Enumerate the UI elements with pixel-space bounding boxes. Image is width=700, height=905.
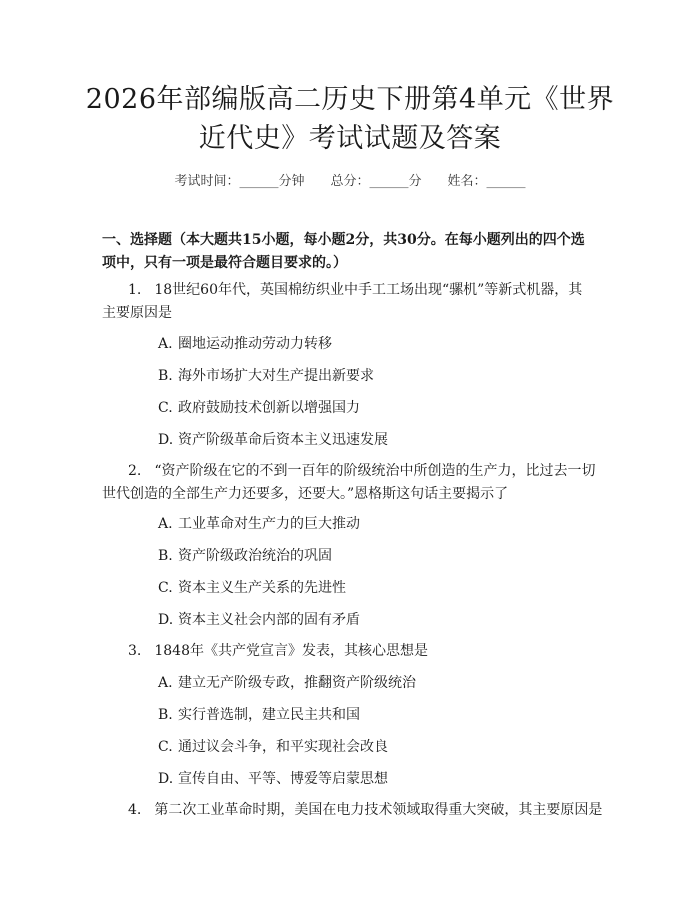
- question-2-option-b: B. 资产阶级政治统治的巩固: [158, 548, 332, 564]
- section-heading-line1: 一、选择题（本大题共15小题，每小题2分，共30分。在每小题列出的四个选: [102, 232, 585, 248]
- question-2-stem: [102, 460, 622, 506]
- document-title-line1: 2026年部编版高二历史下册第4单元《世界: [85, 84, 615, 115]
- section-heading-line2: 项中，只有一项是最符合题目要求的。）: [102, 255, 347, 271]
- question-3-option-c: C. 通过议会斗争，和平实现社会改良: [158, 739, 388, 755]
- question-3-option-b: B. 实行普选制，建立民主共和国: [158, 707, 360, 723]
- question-3-option-a: A. 建立无产阶级专政，推翻资产阶级统治: [158, 675, 416, 691]
- question-3-stem: [102, 640, 622, 663]
- question-number: 1.: [128, 282, 142, 298]
- question-2-option-a: A. 工业革命对生产力的巨大推动: [158, 516, 360, 532]
- question-2-option-c: C. 资本主义生产关系的先进性: [158, 580, 346, 596]
- question-number: 3.: [128, 643, 142, 659]
- question-1-stem: [102, 279, 622, 325]
- question-text: 第二次工业革命时期，美国在电力技术领域取得重大突破，其主要原因是: [154, 802, 603, 818]
- question-text: 18世纪60年代，英国棉纺织业中手工工场出现“骡机”等新式机器，其: [154, 282, 583, 298]
- question-text: 1848年《共产党宣言》发表，其核心思想是: [154, 643, 428, 659]
- question-text: “资产阶级在它的不到一百年的阶级统治中所创造的生产力，比过去一切: [154, 463, 596, 479]
- question-1-option-a: A. 圈地运动推动劳动力转移: [158, 336, 332, 352]
- document-title-line2: 近代史》考试试题及答案: [198, 123, 502, 154]
- question-number: 2.: [128, 463, 142, 479]
- question-text-cont: 主要原因是: [102, 305, 172, 321]
- question-2-option-d: D. 资本主义社会内部的固有矛盾: [158, 612, 360, 628]
- question-text-cont: 世代创造的全部生产力还要多，还要大。”恩格斯这句话主要揭示了: [102, 486, 509, 502]
- question-1-option-c: C. 政府鼓励技术创新以增强国力: [158, 400, 360, 416]
- question-3-option-d: D. 宣传自由、平等、博爱等启蒙思想: [158, 771, 388, 787]
- question-1-option-d: D. 资产阶级革命后资本主义迅速发展: [158, 432, 388, 448]
- question-1-option-b: B. 海外市场扩大对生产提出新要求: [158, 368, 374, 384]
- question-number: 4.: [128, 802, 142, 818]
- exam-meta-info: 考试时间：______分钟 总分：______分 姓名：______: [174, 174, 526, 189]
- question-4-stem: [102, 799, 622, 822]
